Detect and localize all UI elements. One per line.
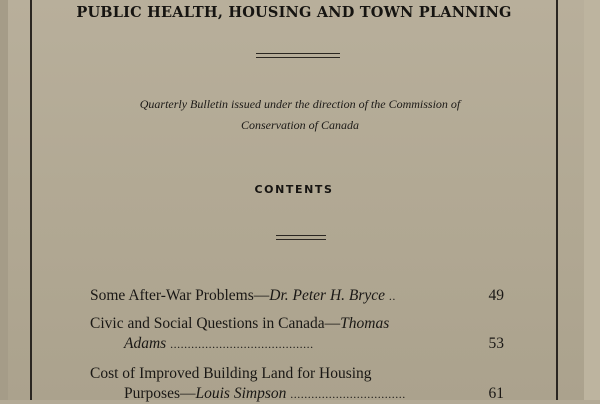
- page-right-edge: [584, 0, 600, 400]
- toc-entry[interactable]: [90, 314, 504, 354]
- toc-entry-author: Louis Simpson: [195, 385, 287, 402]
- toc-leader-dots: .................................: [290, 387, 406, 401]
- subtitle-line-2: Conservation of Canada: [240, 118, 359, 132]
- toc-entry[interactable]: [90, 286, 504, 306]
- toc-page-number: 49: [488, 287, 504, 304]
- bulletin-subtitle: [80, 94, 520, 136]
- toc-entry-title: Some After-War Problems—: [90, 287, 270, 304]
- toc-entry-title: Civic and Social Questions in Canada—: [90, 315, 341, 332]
- toc-entry-author: Dr. Peter H. Bryce: [269, 287, 386, 304]
- toc-entry-author-continued: Adams: [124, 335, 167, 352]
- toc-page-number: 53: [488, 335, 504, 352]
- toc-entry[interactable]: [90, 364, 504, 404]
- toc-entry-author: Thomas: [340, 315, 390, 332]
- toc-page-number: 61: [488, 385, 504, 402]
- contents-heading: CONTENTS: [254, 183, 334, 196]
- frame-right-border: [556, 0, 558, 400]
- toc-leader-dots: ..: [388, 289, 396, 303]
- toc-entry-title-continued: Purposes—: [124, 385, 196, 402]
- frame-left-border: [30, 0, 32, 400]
- toc-leader-dots: .........................................: [170, 337, 314, 351]
- bulletin-title: PUBLIC HEALTH, HOUSING AND TOWN PLANNING: [76, 4, 512, 21]
- toc-entry-title: Cost of Improved Building Land for Housing: [90, 365, 372, 382]
- table-of-contents: [90, 286, 504, 404]
- page-left-edge: [0, 0, 8, 400]
- subtitle-line-1: Quarterly Bulletin issued under the direction of the Commission of: [139, 97, 461, 111]
